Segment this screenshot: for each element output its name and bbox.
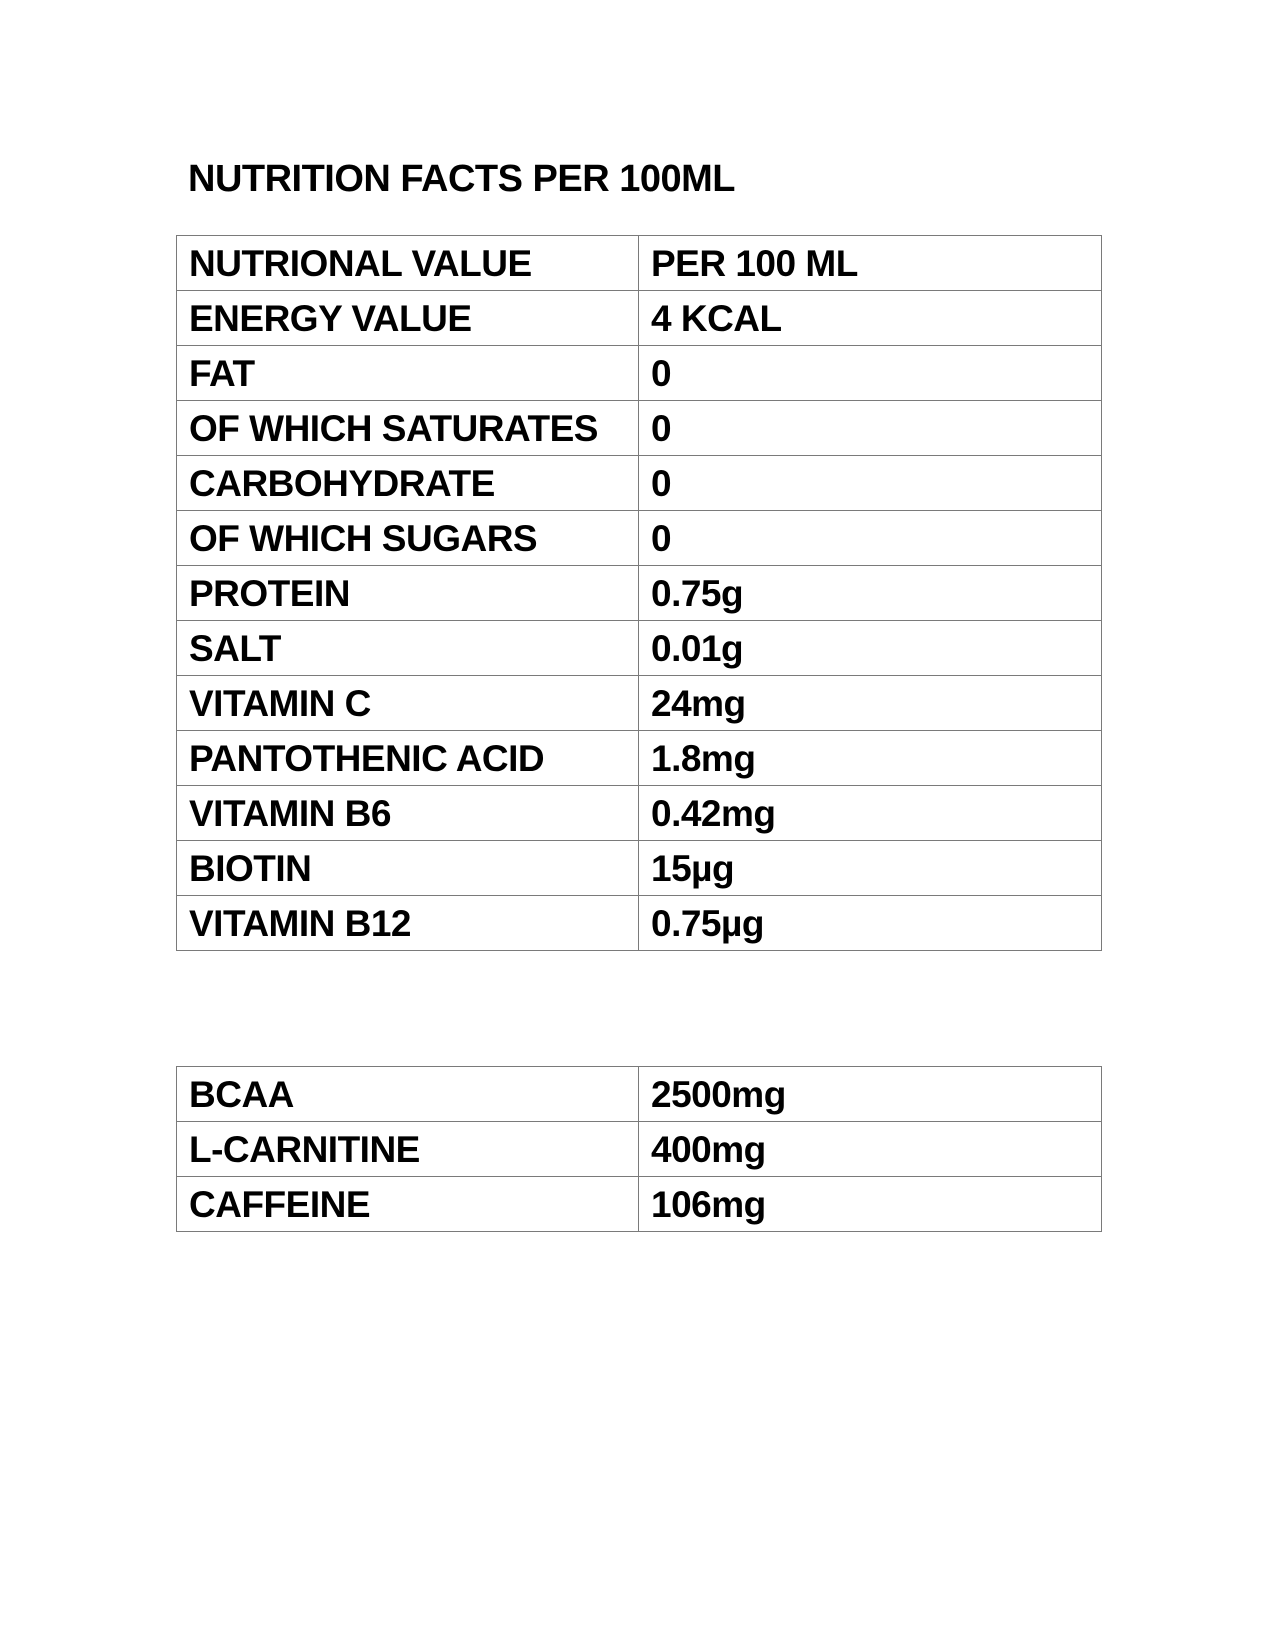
nutrient-name-cell: SALT [177, 621, 639, 676]
table-row [177, 291, 1102, 346]
table-row [177, 236, 1102, 291]
nutrient-name-cell: CAFFEINE [177, 1177, 639, 1232]
nutrient-name-cell: L-CARNITINE [177, 1122, 639, 1177]
extras-table [176, 1066, 1102, 1232]
table-row [177, 731, 1102, 786]
nutrient-value-cell: 0 [639, 456, 1102, 511]
nutrient-name-cell: VITAMIN C [177, 676, 639, 731]
page-title: NUTRITION FACTS PER 100ML [188, 158, 735, 200]
table-row [177, 566, 1102, 621]
nutrient-value-cell: 4 KCAL [639, 291, 1102, 346]
table-row [177, 511, 1102, 566]
table-row [177, 676, 1102, 731]
table-row [177, 346, 1102, 401]
nutrient-value-cell: 1.8mg [639, 731, 1102, 786]
nutrient-name-cell: VITAMIN B6 [177, 786, 639, 841]
nutrient-value-cell: 0.75µg [639, 896, 1102, 951]
nutrient-value-cell: 400mg [639, 1122, 1102, 1177]
nutrient-name-cell: VITAMIN B12 [177, 896, 639, 951]
nutrient-name-cell: CARBOHYDRATE [177, 456, 639, 511]
table-row [177, 1122, 1102, 1177]
nutrient-name-cell: PANTOTHENIC ACID [177, 731, 639, 786]
nutrient-value-cell: 0 [639, 401, 1102, 456]
nutrient-value-cell: 0 [639, 346, 1102, 401]
nutrient-name-cell: FAT [177, 346, 639, 401]
nutrition-table [176, 235, 1102, 951]
nutrient-value-cell: 0.01g [639, 621, 1102, 676]
nutrient-name-cell: OF WHICH SUGARS [177, 511, 639, 566]
nutrient-name-cell: NUTRIONAL VALUE [177, 236, 639, 291]
table-row [177, 1067, 1102, 1122]
table-row [177, 1177, 1102, 1232]
table-row [177, 456, 1102, 511]
table-row [177, 841, 1102, 896]
nutrient-name-cell: ENERGY VALUE [177, 291, 639, 346]
table-row [177, 896, 1102, 951]
nutrient-name-cell: PROTEIN [177, 566, 639, 621]
nutrient-value-cell: 0.42mg [639, 786, 1102, 841]
nutrient-name-cell: OF WHICH SATURATES [177, 401, 639, 456]
table-row [177, 786, 1102, 841]
table-row [177, 621, 1102, 676]
nutrient-value-cell: 0.75g [639, 566, 1102, 621]
nutrient-value-cell: 15µg [639, 841, 1102, 896]
nutrient-value-cell: 2500mg [639, 1067, 1102, 1122]
nutrient-value-cell: 106mg [639, 1177, 1102, 1232]
nutrient-value-cell: PER 100 ML [639, 236, 1102, 291]
nutrient-name-cell: BIOTIN [177, 841, 639, 896]
table-row [177, 401, 1102, 456]
nutrient-name-cell: BCAA [177, 1067, 639, 1122]
nutrient-value-cell: 24mg [639, 676, 1102, 731]
nutrient-value-cell: 0 [639, 511, 1102, 566]
